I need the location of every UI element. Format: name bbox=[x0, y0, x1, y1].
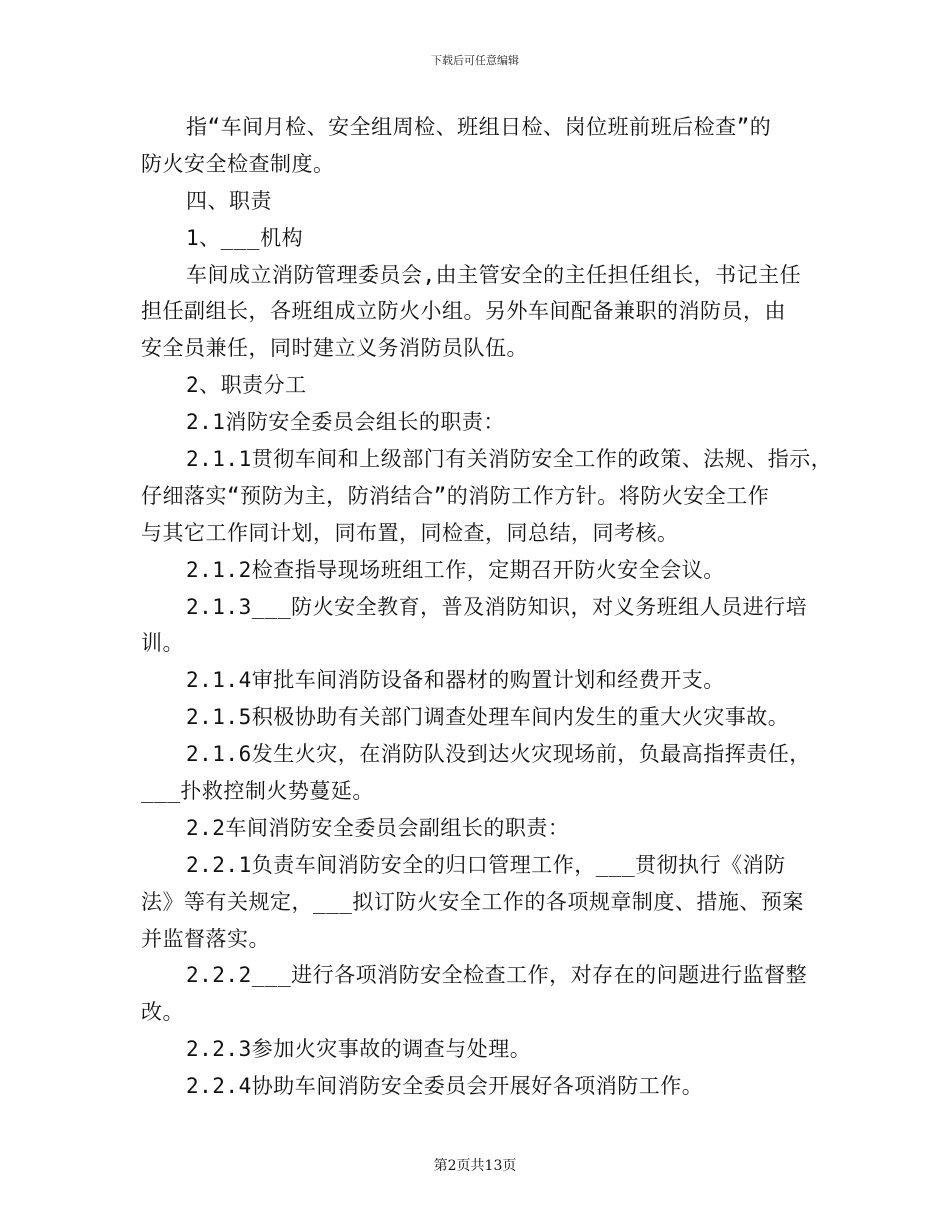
text-line: 车间成立消防管理委员会,由主管安全的主任担任组长，书记主任 bbox=[186, 262, 802, 287]
text-line: 2.1.2检查指导现场班组工作，定期召开防火安全会议。 bbox=[186, 557, 725, 582]
text-line: 法》等有关规定，___拟订防火安全工作的各项规章制度、措施、预案 bbox=[141, 889, 804, 914]
text-line: 与其它工作同计划，同布置，同检查，同总结，同考核。 bbox=[141, 520, 679, 545]
text-line: 2.1.3___防火安全教育，普及消防知识，对义务班组人员进行培 bbox=[186, 594, 808, 619]
text-line: 训。 bbox=[141, 631, 184, 656]
text-line: 2.2车间消防安全委员会副组长的职责： bbox=[186, 815, 570, 840]
text-line: 2、职责分工 bbox=[186, 373, 307, 398]
text-line: 安全员兼任，同时建立义务消防员队伍。 bbox=[141, 336, 528, 361]
text-line: 2.2.4协助车间消防安全委员会开展好各项消防工作。 bbox=[186, 1074, 704, 1099]
text-line: 2.1消防安全委员会组长的职责： bbox=[186, 410, 505, 435]
text-line: 并监督落实。 bbox=[141, 926, 270, 951]
text-line: 改。 bbox=[141, 1000, 184, 1025]
text-line: 2.1.4审批车间消防设备和器材的购置计划和经费开支。 bbox=[186, 668, 725, 693]
text-line: 2.2.1负责车间消防安全的归口管理工作，___贯彻执行《消防 bbox=[186, 852, 786, 877]
text-line: ___扑救控制火势蔓延。 bbox=[141, 779, 374, 804]
text-line: 2.1.6发生火灾，在消防队没到达火灾现场前，负最高指挥责任， bbox=[186, 742, 811, 767]
page-header: 下载后可任意编辑 bbox=[431, 54, 519, 67]
text-line: 1、___机构 bbox=[186, 225, 304, 250]
text-line: 2.2.2___进行各项消防安全检查工作，对存在的问题进行监督整 bbox=[186, 963, 808, 988]
text-line: 仔细落实“预防为主，防消结合”的消防工作方针。将防火安全工作 bbox=[141, 483, 770, 508]
page-footer: 第2页共13页 bbox=[433, 1158, 517, 1174]
text-line: 2.2.3参加火灾事故的调查与处理。 bbox=[186, 1037, 532, 1062]
document-body bbox=[141, 109, 833, 1105]
text-line: 2.1.5积极协助有关部门调查处理车间内发生的重大火灾事故。 bbox=[186, 705, 790, 730]
text-line: 四、职责 bbox=[186, 188, 272, 213]
text-line: 防火安全检查制度。 bbox=[141, 151, 335, 176]
text-line: 担任副组长，各班组成立防火小组。另外车间配备兼职的消防员，由 bbox=[141, 299, 786, 324]
text-line: 指“车间月检、安全组周检、班组日检、岗位班前班后检查”的 bbox=[186, 115, 772, 139]
text-line: 2.1.1贯彻车间和上级部门有关消防安全工作的政策、法规、指示， bbox=[186, 447, 833, 472]
